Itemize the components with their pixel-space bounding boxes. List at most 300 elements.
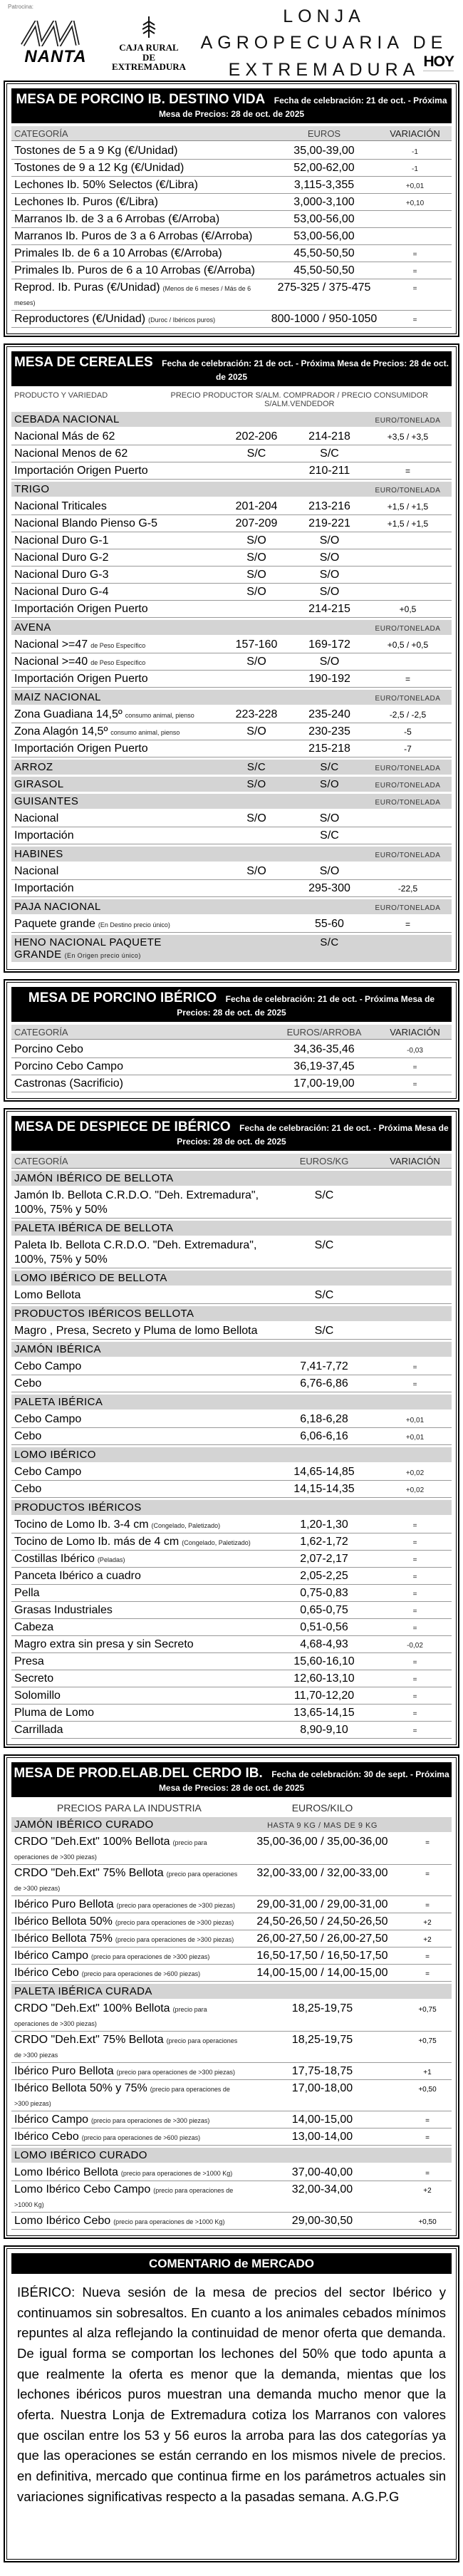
row-label-text: CRDO "Deh.Ext" 100% Bellota (14, 2002, 170, 2014)
row-label-text: Cebo (14, 1430, 42, 1442)
band-label-text: PALETA IBÉRICA CURADA (14, 1985, 152, 1997)
cell-price: 2,07-2,17 (300, 1553, 348, 1565)
band-label-text: AVENA (14, 621, 51, 633)
table-row (11, 1930, 452, 1947)
cell-var: = (412, 1556, 417, 1564)
cell-prod: S/O (246, 725, 266, 738)
section-band (11, 690, 452, 705)
band-label (14, 1449, 267, 1461)
row-label (14, 1482, 267, 1496)
row-label (14, 1569, 267, 1583)
row-label (14, 725, 221, 739)
row-label (14, 264, 267, 278)
band-unit: EURO/TONELADA (375, 799, 441, 807)
cell-prod: S/O (246, 569, 266, 581)
row-label-text: Reprod. Ib. Puras (€/Unidad) (14, 281, 160, 294)
cell-cons: 215-218 (308, 743, 350, 755)
cell-price5: 29,00-30,50 (291, 2215, 353, 2227)
table-row (11, 1464, 452, 1481)
table-row (11, 2181, 452, 2213)
table-row (11, 1670, 452, 1687)
cell-price: 0,51-0,56 (300, 1621, 348, 1633)
cell-price: 14,65-14,85 (293, 1466, 355, 1478)
row-label (14, 144, 267, 158)
row-label (14, 1429, 267, 1444)
row-note: (Duroc / Ibéricos puros) (148, 316, 216, 324)
row-note: (Menos de 6 meses / Más de 6 meses) (14, 285, 251, 306)
cell-price: 6,76-6,86 (300, 1377, 348, 1390)
comentario-mercado-box (4, 2245, 459, 2562)
row-label (14, 1689, 267, 1703)
table-row (11, 740, 452, 757)
cell-price5: 17,75-18,75 (291, 2065, 353, 2077)
row-label (14, 212, 267, 227)
row-label-text: Importación Origen Puerto (14, 465, 148, 477)
table-title: MESA DE PROD.ELAB.DEL CERDO IB. (14, 1766, 263, 1781)
cell-prod: S/C (246, 448, 266, 460)
row-label-text: Panceta Ibérico a cuadro (14, 1570, 141, 1582)
row-label-text: Porcino Cebo (14, 1043, 83, 1055)
cell-price: 3,000-3,100 (293, 196, 355, 208)
cell-price: 275-325 / 375-475 (277, 281, 371, 294)
cell-var: = (412, 1710, 417, 1718)
row-note: consumo animal, pienso (125, 712, 194, 719)
table-row (11, 1705, 452, 1722)
row-label-text: Nacional >=47 (14, 638, 88, 651)
table-row (11, 2164, 452, 2181)
table-row (11, 1965, 452, 1982)
band-label (14, 1819, 239, 1831)
table-row (11, 1865, 452, 1896)
cell-varc: -22,5 (397, 884, 418, 894)
row-label-text: Importación Origen Puerto (14, 603, 148, 615)
cell-price: 1,62-1,72 (300, 1536, 348, 1548)
row-label (14, 568, 221, 582)
row-label (14, 638, 221, 652)
row-label-text: Importación Origen Puerto (14, 673, 148, 685)
table-row (11, 462, 452, 480)
section-band (11, 1271, 452, 1286)
section-band (11, 1984, 452, 1999)
cell-var: +0,10 (405, 200, 425, 207)
table-row (11, 532, 452, 549)
page-title (192, 4, 457, 84)
cell-cons: S/O (319, 569, 340, 581)
row-label-text: Paquete grande (14, 918, 95, 930)
table-row (11, 880, 452, 897)
cell-cons: 55-60 (315, 918, 344, 930)
table-row (11, 1481, 452, 1498)
row-label-text: Marranos Ib. de 3 a 6 Arrobas (€/Arroba) (14, 213, 220, 225)
table-row (11, 1568, 452, 1585)
row-note: (precio para operaciones de >300 piezas) (115, 1936, 234, 1943)
band-label (14, 691, 221, 703)
table-subtitle: Fecha de celebración: 21 de oct. - Próxima Mesa de Precios: 28 de oct. de 2025 (158, 95, 447, 119)
row-label-text: Tostones de 9 a 12 Kg (€/Unidad) (14, 162, 184, 174)
band-label (14, 1343, 267, 1355)
nanta-wordmark: NANTA (24, 46, 87, 66)
table-row (11, 1237, 452, 1268)
table-row (11, 810, 452, 827)
band-label (14, 621, 221, 633)
cell-cons: 214-218 (308, 430, 350, 443)
row-label-text: Importación Origen Puerto (14, 743, 148, 755)
row-label-text: Tocino de Lomo Ib. 3-4 cm (14, 1519, 149, 1531)
row-note: (precio para operaciones de >300 piezas) (91, 2117, 210, 2124)
cell-var: +0,01 (405, 182, 425, 190)
band-label-text: PALETA IBÉRICA DE BELLOTA (14, 1222, 174, 1234)
cell-var: -0,02 (407, 1642, 423, 1650)
table-row (11, 1636, 452, 1653)
section-band (11, 412, 452, 427)
row-label-text: Cebo (14, 1377, 42, 1390)
patrocina-label: Patrocina: (8, 4, 34, 10)
row-label (14, 1866, 239, 1895)
section-band (11, 620, 452, 635)
cell-var: = (412, 316, 417, 324)
cell-var5: +0,50 (418, 2218, 437, 2226)
cell-price: S/C (314, 1325, 334, 1337)
table-title: MESA DE CEREALES (14, 355, 153, 370)
row-label-text: Primales Ib. Puros de 6 a 10 Arrobas (€/Arroba) (14, 264, 255, 276)
cell-prod: 201-204 (235, 500, 278, 512)
row-label-text: Lomo Ibérico Cebo (14, 2215, 111, 2227)
table-row (11, 916, 452, 933)
band-cell: S/O (246, 778, 266, 790)
row-label-text: Zona Guadiana 14,5º (14, 708, 123, 720)
row-label (14, 1324, 267, 1338)
row-label (14, 1189, 267, 1217)
row-label (14, 1360, 267, 1374)
cell-var: = (412, 1381, 417, 1389)
table-titlebar (11, 987, 452, 1022)
table-row (11, 2128, 452, 2146)
cell-var: = (412, 1364, 417, 1372)
row-label (14, 829, 221, 843)
row-label (14, 1043, 267, 1057)
band-label-text: JAMÓN IBÉRICA (14, 1343, 101, 1355)
section-band (11, 1221, 452, 1236)
row-note: (precio para operaciones de >300 piezas) (116, 2069, 235, 2076)
section-band (11, 935, 452, 962)
row-label-text: Nacional Duro G-3 (14, 569, 109, 581)
row-label (14, 195, 267, 210)
cell-price5: 18,25-19,75 (291, 2002, 353, 2014)
column-header: CATEGORÍA EUROS/ARROBA VARIACIÓN (11, 1025, 452, 1040)
table-row (11, 1602, 452, 1619)
band-cell: S/O (319, 778, 340, 790)
section-band (11, 1817, 452, 1832)
cell-var5: = (425, 2117, 430, 2125)
table-row (11, 279, 452, 311)
table-row (11, 498, 452, 515)
table-row (11, 311, 452, 328)
row-label (14, 672, 221, 686)
cell-var: = (412, 1522, 417, 1530)
row-label (14, 1377, 267, 1391)
cell-cons: 190-192 (308, 673, 350, 685)
band-label (14, 1308, 267, 1320)
row-note: consumo animal, pienso (110, 729, 180, 736)
cell-var: = (412, 1693, 417, 1701)
row-note: (Peladas) (97, 1556, 125, 1563)
band-label-text: PRODUCTOS IBÉRICOS (14, 1501, 142, 1514)
table-row (11, 636, 452, 653)
row-label (14, 1518, 267, 1532)
caja-rural-line1: CAJA RURAL (119, 42, 179, 53)
row-label-text: Ibérico Campo (14, 1950, 89, 1962)
band-label-text: CEBADA NACIONAL (14, 413, 120, 425)
band-label-text: LOMO IBÉRICO CURADO (14, 2149, 147, 2161)
table-row (11, 1075, 452, 1092)
cell-var5: = (425, 1970, 430, 1978)
row-label (14, 812, 221, 826)
cell-varc: -7 (404, 744, 412, 754)
table-row (11, 1411, 452, 1428)
table-row (11, 428, 452, 445)
table-row (11, 1358, 452, 1375)
row-label (14, 1060, 267, 1074)
table-row (11, 1913, 452, 1930)
band-unit: EURO/TONELADA (375, 695, 441, 703)
section-band (11, 2148, 452, 2163)
cell-price: 17,00-19,00 (293, 1077, 355, 1090)
table-row (11, 1323, 452, 1340)
table-title: MESA DE PORCINO IB. DESTINO VIDA (16, 92, 266, 107)
cell-price: 1,20-1,30 (300, 1519, 348, 1531)
table-body (11, 1817, 452, 2230)
band-label-text: LOMO IBÉRICO (14, 1449, 96, 1461)
row-label (14, 1949, 239, 1963)
cell-price: 0,65-0,75 (300, 1604, 348, 1616)
row-note: (Congelado, Paletizado) (151, 1522, 221, 1529)
row-label (14, 2166, 239, 2180)
table-row (11, 445, 452, 462)
row-label (14, 1638, 267, 1652)
row-label (14, 2002, 239, 2030)
table-titlebar (11, 88, 452, 123)
cell-varc: -5 (404, 727, 412, 737)
cell-price5: 16,50-17,50 / 16,50-17,50 (256, 1950, 388, 1962)
table-row (11, 194, 452, 211)
table-subtitle: Fecha de celebración: 21 de oct. - Próxima Mesa de Precios: 28 de oct. de 2025 (177, 994, 435, 1018)
row-label (14, 1620, 267, 1635)
cell-prod: 202-206 (235, 430, 278, 443)
row-label (14, 1465, 267, 1479)
table-row (11, 1722, 452, 1739)
cell-var: = (412, 1590, 417, 1598)
cell-var: = (412, 1573, 417, 1581)
row-note: (precio para operaciones de >300 piezas) (14, 1871, 238, 1892)
cell-var: +0,02 (405, 1486, 425, 1494)
band-label-text: JAMÓN IBÉRICO DE BELLOTA (14, 1172, 174, 1184)
table-row (11, 228, 452, 245)
cell-price: 800-1000 / 950-1050 (271, 313, 378, 325)
row-label-text: CRDO "Deh.Ext" 75% Bellota (14, 2034, 164, 2046)
cell-var: -1 (412, 165, 418, 173)
cell-price: 53,00-56,00 (293, 230, 355, 242)
row-label-text: Cebo (14, 1483, 42, 1495)
row-note: (precio para operaciones de >1000 Kg) (113, 2218, 225, 2225)
cell-varc: = (405, 919, 410, 929)
cell-cons: S/O (319, 656, 340, 668)
cell-varc: +1,5 / +1,5 (387, 502, 429, 512)
page-title-line1: LONJA AGROPECUARIA DE (200, 6, 448, 53)
table-body (11, 412, 452, 962)
section-band (11, 760, 452, 775)
row-label (14, 1535, 267, 1549)
table-row (11, 827, 452, 844)
cell-price5: 29,00-31,00 / 29,00-31,00 (256, 1898, 388, 1910)
row-label-text: Porcino Cebo Campo (14, 1060, 123, 1072)
cell-var5: = (425, 1953, 430, 1961)
row-label (14, 1552, 267, 1566)
cell-price: 6,06-6,16 (300, 1430, 348, 1442)
mesa-prod-elab-cerdo (4, 1754, 459, 2239)
row-label-text: CRDO "Deh.Ext" 75% Bellota (14, 1867, 164, 1879)
row-label-text: Nacional Blando Pienso G-5 (14, 517, 158, 529)
row-label-text: Ibérico Cebo (14, 1967, 79, 1979)
row-label (14, 1412, 267, 1427)
row-note: de Peso Específico (90, 642, 146, 649)
cell-cons: 219-221 (308, 517, 350, 529)
row-label-text: Ibérico Puro Bellota (14, 1898, 114, 1910)
row-label (14, 2081, 239, 2110)
section-band (11, 482, 452, 497)
table-row (11, 706, 452, 723)
table-subtitle: Fecha de celebración: 21 de oct. - Próxima Mesa de Precios: 28 de oct. de 2025 (177, 1123, 449, 1147)
cell-cons: S/O (319, 812, 340, 824)
row-label-text: Carrillada (14, 1724, 63, 1736)
row-label-text: Secreto (14, 1672, 54, 1685)
row-label (14, 1915, 239, 1929)
column-header: PRECIOS PARA LA INDUSTRIA EUROS/KILO (57, 1802, 353, 1814)
cell-price: 52,00-62,00 (293, 162, 355, 174)
cell-var5: +0,75 (418, 2006, 437, 2014)
band-label (14, 778, 221, 790)
cell-var: = (412, 251, 417, 259)
row-label (14, 1603, 267, 1618)
comment-titlebar (11, 2253, 452, 2274)
row-label-text: Solomillo (14, 1690, 61, 1702)
cell-var5: = (425, 2170, 430, 2178)
row-label-text: Reproductores (€/Unidad) (14, 313, 146, 325)
row-label (14, 917, 221, 931)
caja-rural-line2: DE EXTREMADURA (112, 51, 186, 73)
table-row (11, 723, 452, 740)
row-label (14, 517, 221, 531)
row-label-text: Lomo Ibérico Cebo Campo (14, 2183, 151, 2195)
row-label (14, 161, 267, 175)
row-label (14, 2113, 239, 2127)
row-label (14, 229, 267, 244)
cell-var5: +0,50 (418, 2086, 437, 2094)
row-label-text: Grasas Industriales (14, 1604, 113, 1616)
cell-price: 11,70-12,20 (293, 1690, 355, 1702)
row-label (14, 1672, 267, 1686)
caja-rural-logo (106, 15, 192, 72)
band-label (14, 901, 221, 913)
cell-price: 53,00-56,00 (293, 213, 355, 225)
cell-var: = (412, 268, 417, 276)
cell-prod: 223-228 (235, 708, 278, 720)
cell-price5: 14,00-15,00 / 14,00-15,00 (256, 1967, 388, 1979)
cell-var: = (412, 1727, 417, 1735)
row-note: de Peso Específico (90, 659, 146, 666)
cell-price: 45,50-50,50 (293, 247, 355, 259)
row-note: (precio para operaciones de >300 piezas (14, 2037, 238, 2059)
table-titlebar (11, 1116, 452, 1151)
table-row (11, 515, 452, 532)
table-body (11, 143, 452, 328)
band-label-text: HENO NACIONAL PAQUETE GRANDE (14, 936, 162, 961)
row-label (14, 430, 221, 444)
row-label-text: Pella (14, 1587, 40, 1599)
table-title: MESA DE DESPIECE DE IBÉRICO (14, 1119, 231, 1134)
section-band (11, 794, 452, 809)
cell-var5: = (425, 1902, 430, 1910)
cell-price: 36,19-37,45 (293, 1060, 355, 1072)
row-label-text: Lomo Bellota (14, 1289, 81, 1301)
section-band (11, 899, 452, 914)
cell-cons: S/O (319, 865, 340, 877)
row-label-text: Nacional Menos de 62 (14, 448, 128, 460)
cell-cons: 295-300 (308, 882, 350, 894)
cell-prod: S/O (246, 656, 266, 668)
cell-price: 6,18-6,28 (300, 1413, 348, 1425)
row-label (14, 2033, 239, 2062)
table-row (11, 211, 452, 228)
cell-varc: -2,5 / -2,5 (389, 710, 427, 720)
cell-var: +0,01 (405, 1434, 425, 1442)
table-row (11, 1896, 452, 1913)
column-header: CATEGORÍA EUROS/KG VARIACIÓN (11, 1154, 452, 1169)
band-cell: S/C (246, 761, 266, 773)
band-label (14, 1222, 267, 1234)
row-label-text: Pluma de Lomo (14, 1707, 95, 1719)
row-label (14, 708, 221, 722)
row-label-text: Ibérico Bellota 50% (14, 1915, 113, 1928)
band-label-text: LOMO IBÉRICO DE BELLOTA (14, 1272, 167, 1284)
cell-var5: +2 (423, 2187, 432, 2195)
cell-price5: 13,00-14,00 (291, 2131, 353, 2143)
table-row (11, 245, 452, 262)
row-label (14, 1723, 267, 1737)
cell-price5: 24,50-26,50 / 24,50-26,50 (256, 1915, 388, 1928)
row-label-text: Lechones Ib. 50% Selectos (€/Libra) (14, 179, 198, 191)
cell-var: -0,03 (407, 1047, 423, 1055)
cell-var5: = (425, 1871, 430, 1878)
band-label-text: MAIZ NACIONAL (14, 691, 101, 703)
row-label (14, 2064, 239, 2079)
band-note: (En Origen precio único) (64, 952, 141, 959)
table-subtitle: Fecha de celebración: 30 de sept. - Próxima Mesa de Precios: 28 de oct. de 2025 (158, 1769, 449, 1793)
cell-var: = (412, 1676, 417, 1684)
table-row (11, 671, 452, 688)
cell-price5: 32,00-34,00 (291, 2183, 353, 2195)
band-label-text: ARROZ (14, 761, 53, 773)
row-label (14, 178, 267, 192)
section-band (11, 777, 452, 792)
row-label-text: Ibérico Bellota 75% (14, 1933, 113, 1945)
row-label-text: Lomo Ibérico Bellota (14, 2166, 118, 2178)
cell-var5: +1 (423, 2069, 432, 2076)
row-label (14, 534, 221, 548)
cell-var: = (412, 1081, 417, 1089)
table-row (11, 567, 452, 584)
cell-price5: 35,00-36,00 / 35,00-36,00 (256, 1836, 388, 1848)
row-label-text: Nacional (14, 812, 59, 824)
